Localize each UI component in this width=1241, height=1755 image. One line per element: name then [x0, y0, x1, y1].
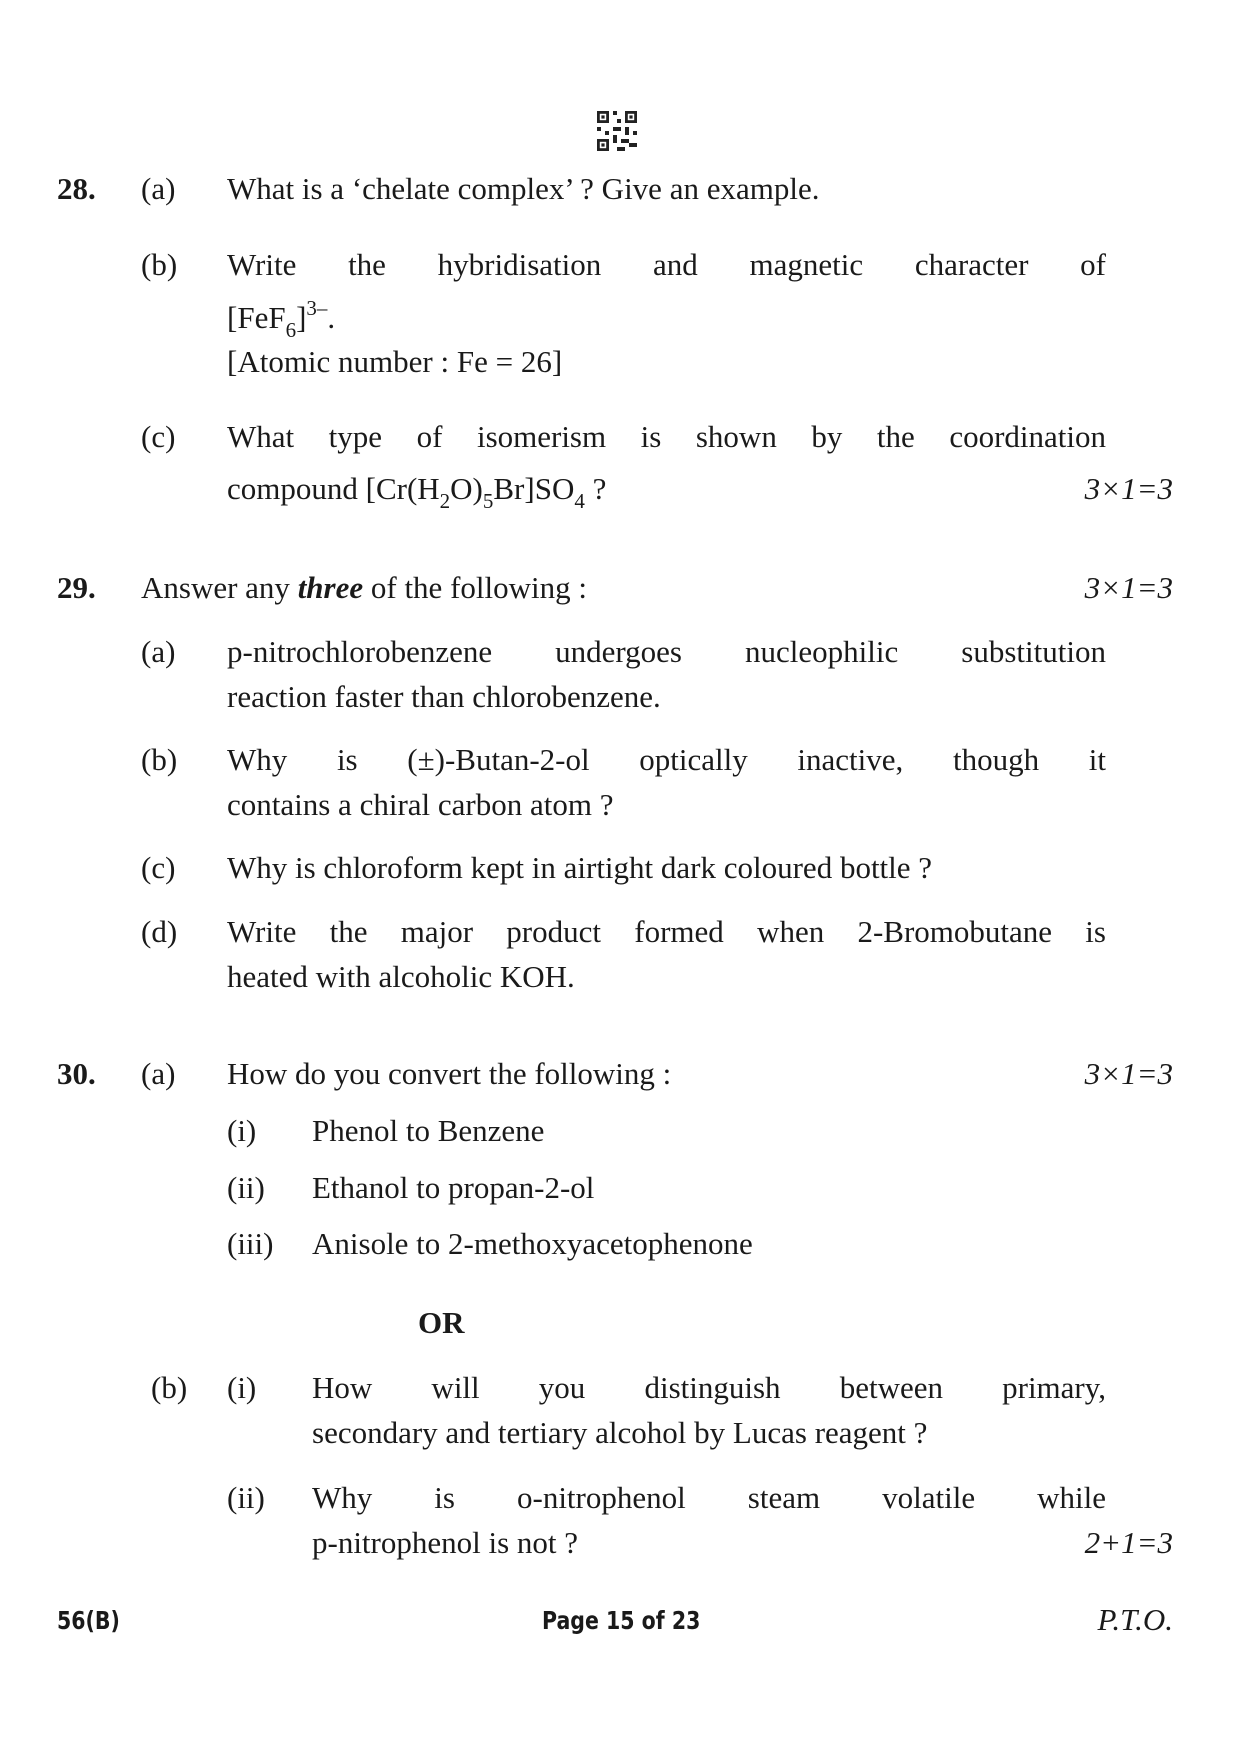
- part-label: (b): [141, 742, 178, 777]
- sub-item-text: Ethanol to propan-2-ol: [312, 1170, 595, 1205]
- question-text: heated with alcoholic KOH.: [227, 959, 575, 994]
- question-text: Why is chloroform kept in airtight dark coloured bottle ?: [227, 850, 933, 885]
- part-label: (c): [141, 850, 176, 885]
- question-text: How will you distinguish between primary,: [312, 1370, 1106, 1405]
- question-intro: Answer any three of the following :: [141, 570, 587, 605]
- question-text: What is a ‘chelate complex’ ? Give an example.: [227, 171, 820, 206]
- question-text: contains a chiral carbon atom ?: [227, 787, 614, 822]
- part-label: (b): [151, 1370, 188, 1405]
- atomic-number-note: [Atomic number : Fe = 26]: [227, 344, 563, 379]
- question-number: 30.: [57, 1056, 96, 1091]
- qr-code: [597, 111, 637, 151]
- sub-item-label: (ii): [227, 1170, 265, 1205]
- part-label: (a): [141, 634, 176, 669]
- question-text: reaction faster than chlorobenzene.: [227, 679, 661, 714]
- question-number: 28.: [57, 171, 96, 206]
- page-number: Page 15 of 23: [542, 1606, 701, 1635]
- question-text: What type of isomerism is shown by the coordination: [227, 419, 1106, 454]
- sub-item-text: Anisole to 2-methoxyacetophenone: [312, 1226, 753, 1261]
- question-text: compound $[Cr(H_2O)_5Br]SO_4$ ?: [227, 471, 607, 513]
- sub-item-label: (ii): [227, 1480, 265, 1515]
- question-text: Write the major product formed when 2-Bromobutane is: [227, 914, 1106, 949]
- marks: 3×1=3: [1084, 1056, 1173, 1091]
- marks: 3×1=3: [1084, 471, 1173, 506]
- question-text: Write the hybridisation and magnetic character of: [227, 247, 1106, 282]
- marks: 3×1=3: [1084, 570, 1173, 605]
- part-label: (a): [141, 1056, 176, 1091]
- pto-note: P.T.O.: [1097, 1602, 1173, 1637]
- part-label: (a): [141, 171, 176, 206]
- sub-item-label: (i): [227, 1370, 257, 1405]
- or-separator: OR: [418, 1305, 465, 1340]
- sub-item-label: (i): [227, 1113, 257, 1148]
- question-text: Why is (±)-Butan-2-ol optically inactive, though it: [227, 742, 1106, 777]
- question-text: secondary and tertiary alcohol by Lucas reagent ?: [312, 1415, 928, 1450]
- question-text: Why is o-nitrophenol steam volatile while: [312, 1480, 1106, 1515]
- part-label: (d): [141, 914, 178, 949]
- part-label: (c): [141, 419, 176, 454]
- question-text: p-nitrochlorobenzene undergoes nucleophilic substitution: [227, 634, 1106, 669]
- question-text: How do you convert the following :: [227, 1056, 672, 1091]
- sub-item-text: Phenol to Benzene: [312, 1113, 545, 1148]
- paper-code: 56(B): [57, 1606, 120, 1635]
- marks: 2+1=3: [1084, 1525, 1173, 1560]
- sub-item-label: (iii): [227, 1226, 274, 1261]
- question-text: p-nitrophenol is not ?: [312, 1525, 579, 1560]
- part-label: (b): [141, 247, 178, 282]
- chemical-formula: $[FeF_6]^{3-}$.: [227, 296, 336, 342]
- question-number: 29.: [57, 570, 96, 605]
